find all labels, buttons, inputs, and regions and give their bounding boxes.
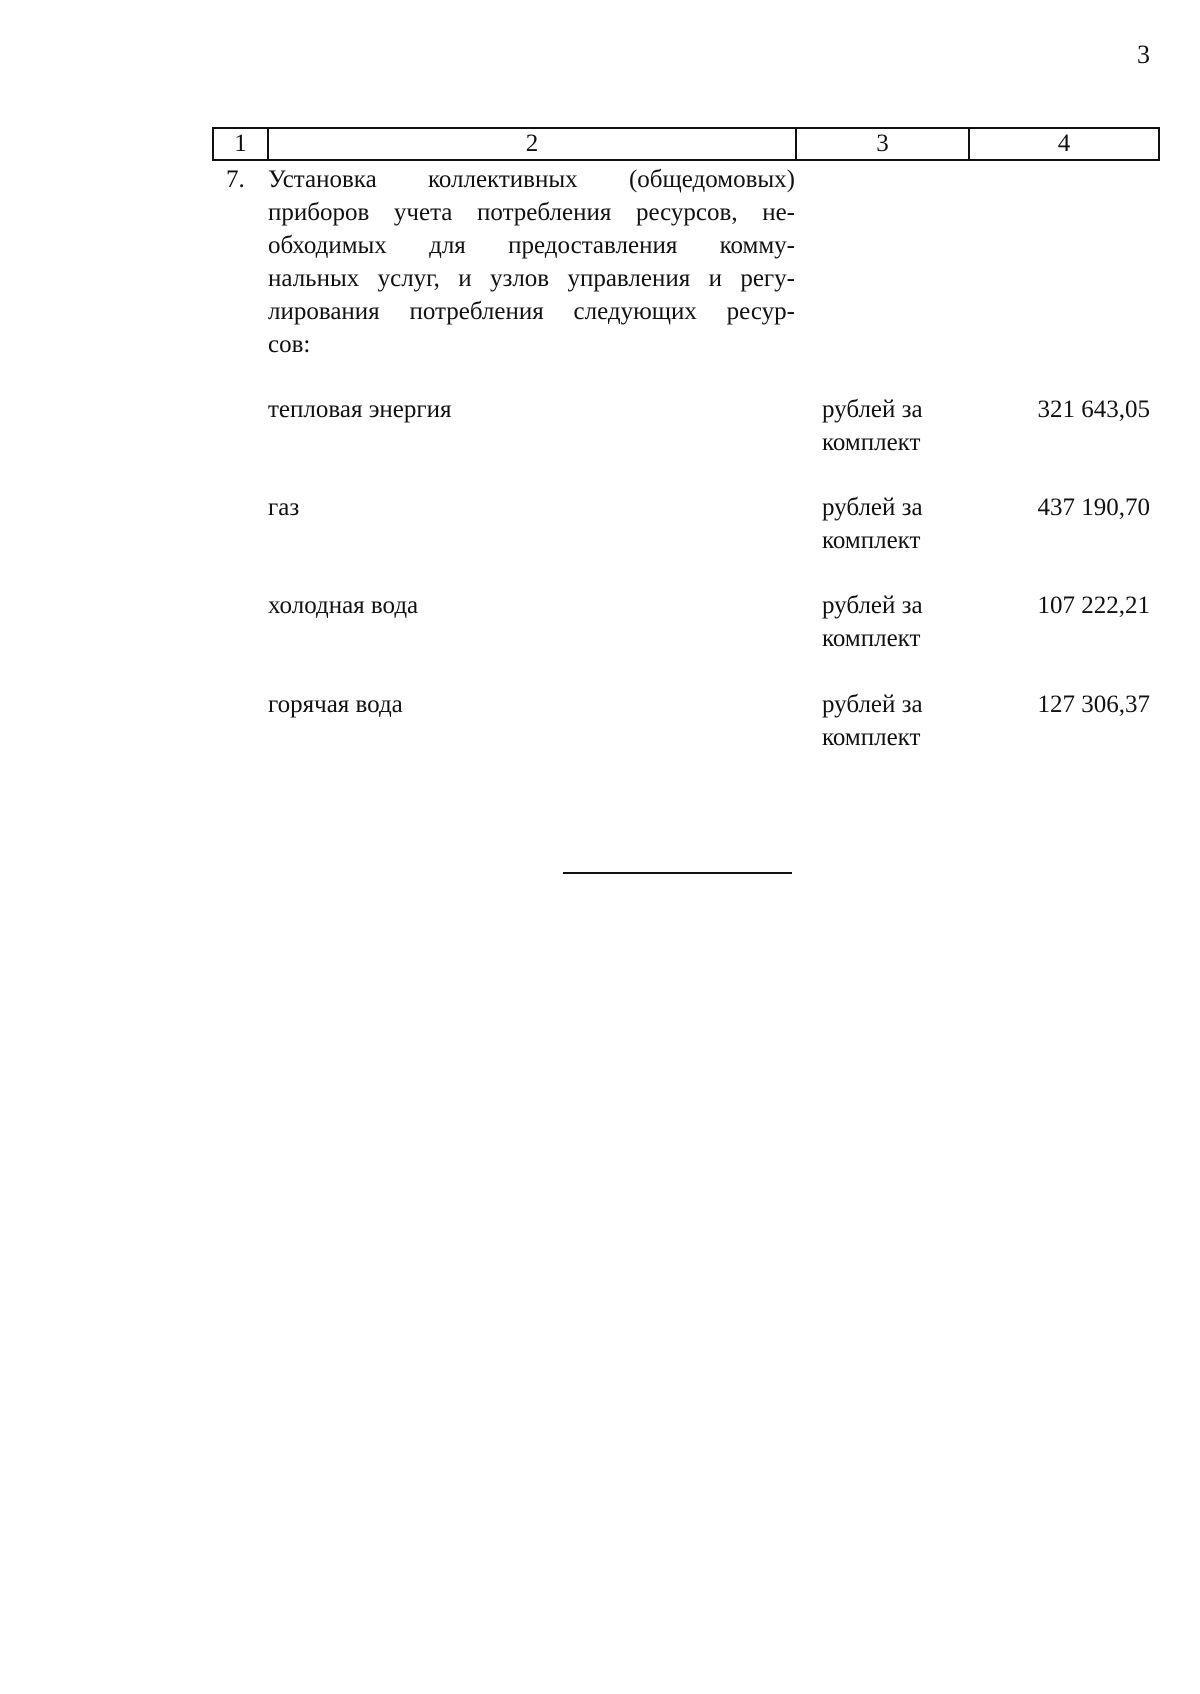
price-row [0, 393, 1200, 463]
item-description-line: Установка коллективных (общедомовых) [268, 166, 795, 193]
column-header-3: 3 [796, 128, 969, 160]
unit-of-measure [822, 393, 992, 459]
price-row [0, 589, 1200, 659]
price-row [0, 688, 1200, 758]
unit-of-measure [822, 688, 992, 754]
unit-line: комплект [822, 527, 921, 554]
price-value: 107 222,21 [1037, 592, 1150, 619]
unit-of-measure [822, 491, 992, 557]
price-value: 127 306,37 [1037, 691, 1150, 718]
unit-line: комплект [822, 429, 921, 456]
resource-name: холодная вода [268, 592, 419, 619]
resource-name: горячая вода [268, 691, 403, 718]
price-value: 437 190,70 [1037, 494, 1150, 521]
unit-line: комплект [822, 625, 921, 652]
column-header-2: 2 [268, 128, 796, 160]
column-header-4: 4 [969, 128, 1159, 160]
unit-line: рублей за [822, 592, 923, 619]
unit-line: рублей за [822, 494, 923, 521]
unit-line: комплект [822, 724, 921, 751]
price-row [0, 491, 1200, 561]
closing-rule [563, 872, 792, 874]
resource-name: тепловая энергия [268, 396, 452, 423]
item-number: 7. [226, 166, 245, 193]
page-number: 3 [1137, 40, 1150, 69]
item-description-line: обходимых для предоставления комму- [268, 232, 795, 259]
item-description-line: лирования потребления следующих ресур- [268, 298, 795, 325]
item-description-line: приборов учета потребления ресурсов, не- [268, 199, 795, 226]
price-value: 321 643,05 [1037, 396, 1150, 423]
unit-line: рублей за [822, 691, 923, 718]
column-header-1: 1 [213, 128, 268, 160]
item-description-line: нальных услуг, и узлов управления и регу- [268, 265, 795, 292]
resource-name: газ [268, 494, 300, 521]
item-description-line: сов: [268, 331, 311, 358]
column-header-table [212, 127, 1160, 161]
column-header-row [213, 128, 1159, 160]
unit-of-measure [822, 589, 992, 655]
item-description [268, 163, 795, 361]
unit-line: рублей за [822, 396, 923, 423]
